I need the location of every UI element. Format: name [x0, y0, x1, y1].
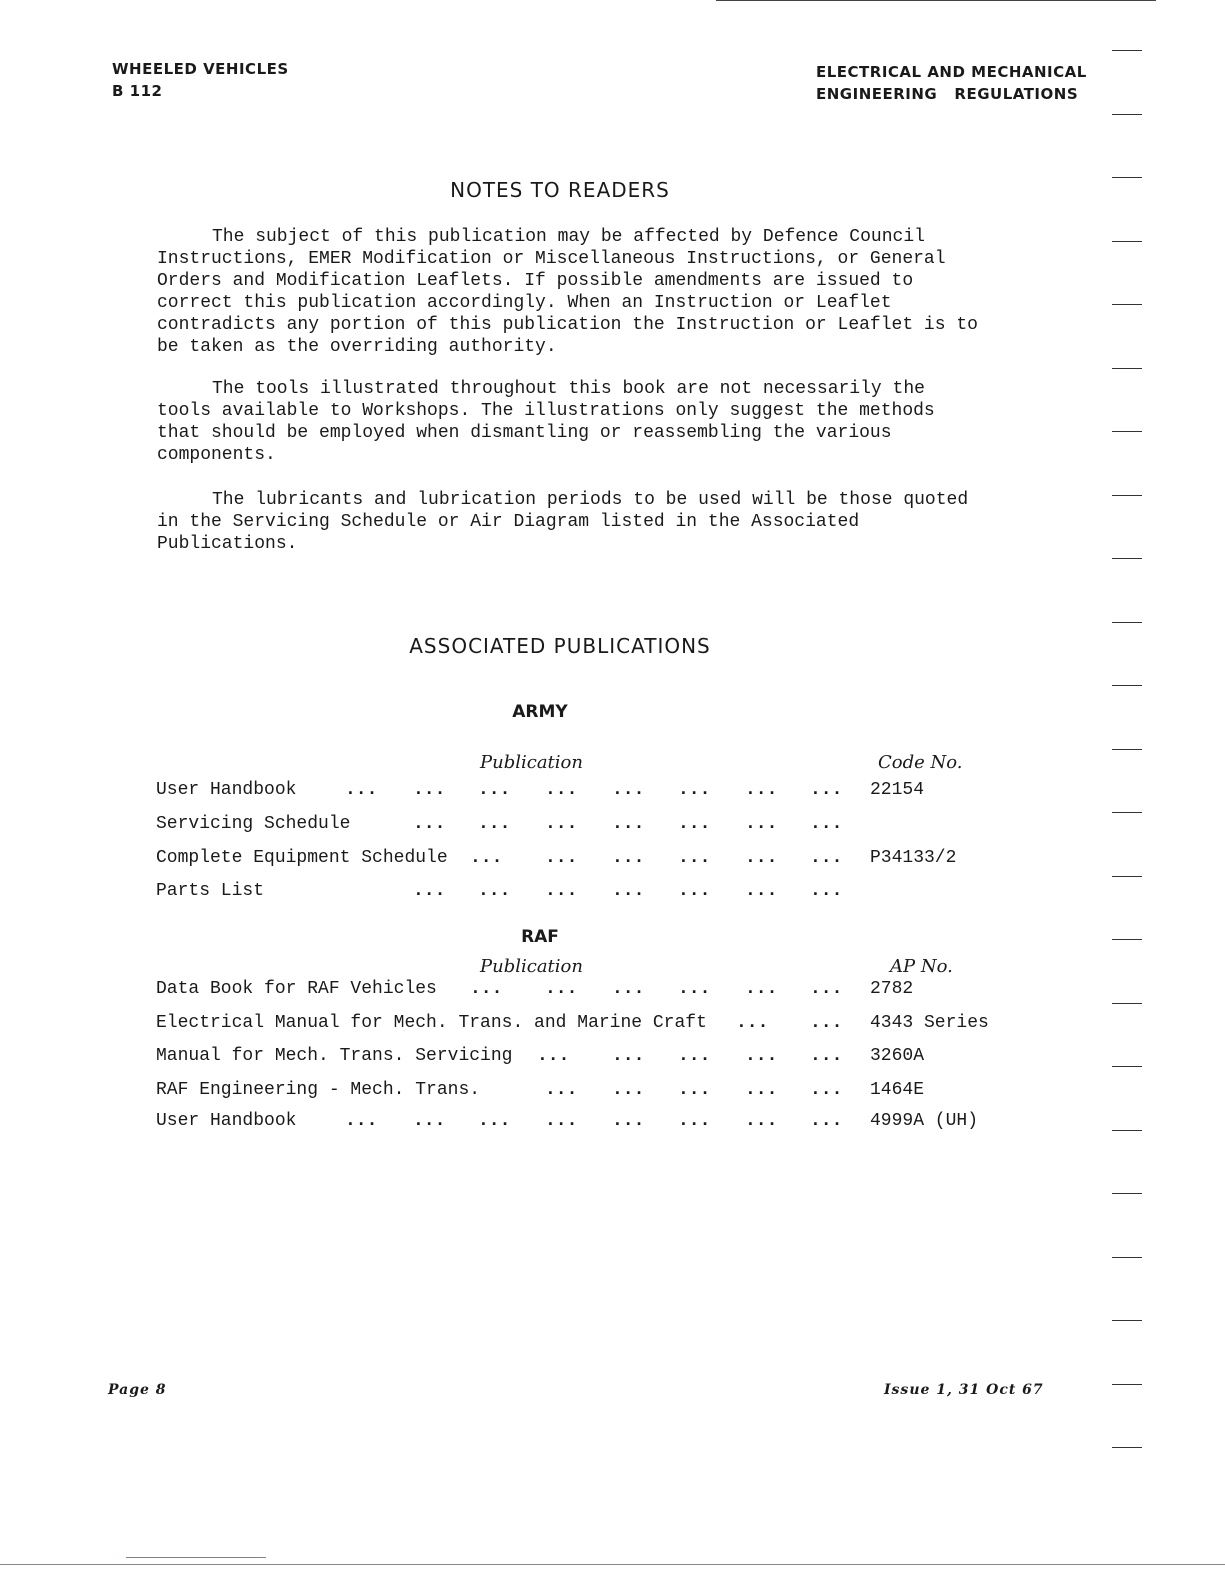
publication-code: 2782 [870, 979, 914, 999]
margin-tick [1112, 495, 1142, 496]
margin-tick [1112, 939, 1142, 940]
leader-dot-group: ... [810, 814, 843, 834]
leader-dot-group: ... [678, 1046, 711, 1066]
publication-name: RAF Engineering - Mech. Trans. [156, 1080, 481, 1100]
leader-dot-group: ... [745, 780, 778, 800]
leader-dot-group: ... [612, 848, 645, 868]
leader-dot-group: ... [470, 979, 503, 999]
publication-code: 4343 Series [870, 1013, 989, 1033]
margin-tick [1112, 50, 1142, 51]
margin-tick [1112, 1066, 1142, 1067]
leader-dot-group: ... [537, 1046, 570, 1066]
leader-dot-group: ... [810, 881, 843, 901]
leader-dot-group: ... [678, 1080, 711, 1100]
margin-tick [1112, 1447, 1142, 1448]
margin-tick [1112, 304, 1142, 305]
margin-tick [1112, 1193, 1142, 1194]
leader-dot-group: ... [612, 814, 645, 834]
publication-code: 4999A (UH) [870, 1111, 979, 1131]
top-rule [716, 0, 1156, 1]
leader-dot-group: ... [612, 780, 645, 800]
margin-tick [1112, 114, 1142, 115]
margin-tick [1112, 812, 1142, 813]
margin-tick [1112, 622, 1142, 623]
army-row [156, 846, 1006, 870]
associated-publications-title: ASSOCIATED PUBLICATIONS [409, 634, 711, 658]
publication-name: Servicing Schedule [156, 814, 351, 834]
leader-dot-group: ... [545, 780, 578, 800]
margin-tick [1112, 558, 1142, 559]
leader-dot-group: ... [745, 979, 778, 999]
margin-tick [1112, 749, 1142, 750]
leader-dot-group: ... [810, 780, 843, 800]
army-row [156, 778, 1006, 802]
army-row [156, 812, 1006, 836]
leader-dot-group: ... [678, 814, 711, 834]
leader-dot-group: ... [413, 814, 446, 834]
leader-dot-group: ... [478, 780, 511, 800]
raf-row [156, 1078, 1006, 1102]
leader-dot-group: ... [345, 1111, 378, 1131]
publication-name: Electrical Manual for Mech. Trans. and Marine Craft [156, 1013, 707, 1033]
margin-tick [1112, 876, 1142, 877]
margin-tick [1112, 177, 1142, 178]
leader-dot-group: ... [810, 1013, 843, 1033]
raf-ap-column-header: AP No. [890, 956, 953, 977]
leader-dot-group: ... [413, 1111, 446, 1131]
header-left [112, 58, 289, 102]
leader-dot-group: ... [810, 979, 843, 999]
leader-dot-group: ... [745, 881, 778, 901]
leader-dot-group: ... [810, 1080, 843, 1100]
margin-tick [1112, 685, 1142, 686]
publication-name: Data Book for RAF Vehicles [156, 979, 437, 999]
leader-dot-group: ... [413, 881, 446, 901]
leader-dot-group: ... [545, 1080, 578, 1100]
leader-dot-group: ... [678, 848, 711, 868]
leader-dot-group: ... [470, 848, 503, 868]
leader-dot-group: ... [545, 848, 578, 868]
margin-tick [1112, 368, 1142, 369]
leader-dot-group: ... [745, 848, 778, 868]
army-heading: ARMY [512, 702, 568, 722]
raf-publication-column-header: Publication [480, 956, 583, 977]
publication-code: 3260A [870, 1046, 925, 1066]
leader-dot-group: ... [612, 979, 645, 999]
leader-dot-group: ... [612, 1080, 645, 1100]
header-right [816, 61, 1087, 105]
page-number: Page 8 [108, 1382, 167, 1398]
notes-title: NOTES TO READERS [450, 178, 670, 202]
leader-dot-group: ... [745, 1080, 778, 1100]
issue-date: Issue 1, 31 Oct 67 [884, 1382, 1044, 1398]
leader-dot-group: ... [545, 1111, 578, 1131]
leader-dot-group: ... [678, 979, 711, 999]
publication-name: User Handbook [156, 1111, 297, 1131]
leader-dot-group: ... [745, 1111, 778, 1131]
bottom-rule [0, 1564, 1225, 1565]
margin-tick [1112, 1257, 1142, 1258]
army-code-column-header: Code No. [878, 752, 963, 773]
publication-name: Manual for Mech. Trans. Servicing [156, 1046, 513, 1066]
leader-dot-group: ... [612, 1111, 645, 1131]
publication-code: P34133/2 [870, 848, 957, 868]
notes-paragraph: The lubricants and lubrication periods to be used will be those quoted in the Servicing Schedule or Air Diagram listed in the Associated Publications. [157, 490, 969, 554]
leader-dot-group: ... [545, 814, 578, 834]
leader-dot-group: ... [345, 780, 378, 800]
leader-dot-group: ... [810, 1046, 843, 1066]
raf-row [156, 1109, 1006, 1133]
leader-dot-group: ... [678, 780, 711, 800]
leader-dot-group: ... [736, 1013, 769, 1033]
leader-dot-group: ... [612, 881, 645, 901]
leader-dot-group: ... [478, 1111, 511, 1131]
leader-dot-group: ... [745, 814, 778, 834]
leader-dot-group: ... [545, 881, 578, 901]
margin-tick [1112, 1003, 1142, 1004]
publication-name: Parts List [156, 881, 265, 901]
margin-tick [1112, 1384, 1142, 1385]
leader-dot-group: ... [478, 814, 511, 834]
leader-dot-group: ... [478, 881, 511, 901]
leader-dot-group: ... [612, 1046, 645, 1066]
publication-name: User Handbook [156, 780, 297, 800]
margin-tick [1112, 241, 1142, 242]
leader-dot-group: ... [810, 1111, 843, 1131]
scan-artifact-line [126, 1557, 266, 1558]
leader-dot-group: ... [678, 881, 711, 901]
raf-row [156, 1011, 1006, 1035]
notes-paragraph: The tools illustrated throughout this book are not necessarily the tools available to Workshops. The illustrations only suggest the methods that should be employed when dismantling or reassembling the various components. [157, 379, 935, 465]
header-regulations-line1: ELECTRICAL AND MECHANICAL [816, 63, 1087, 81]
margin-tick [1112, 431, 1142, 432]
leader-dot-group: ... [413, 780, 446, 800]
header-publication-number: B 112 [112, 82, 163, 100]
army-publication-column-header: Publication [480, 752, 583, 773]
leader-dot-group: ... [810, 848, 843, 868]
leader-dot-group: ... [745, 1046, 778, 1066]
raf-heading: RAF [521, 927, 559, 947]
margin-tick [1112, 1320, 1142, 1321]
notes-paragraph: The subject of this publication may be affected by Defence Council Instructions, EMER Modification or Miscellaneous Instructions, or General Orders and Modification Leaflets. If possible amendments are issued to correct this publication accordingly. When an Instruction or Leaflet contradicts any portion of this publication the Instruction or Leaflet is to be taken as the overriding authority. [157, 227, 978, 357]
header-vehicle-class: WHEELED VEHICLES [112, 60, 289, 78]
header-regulations-line2: ENGINEERING REGULATIONS [816, 85, 1079, 103]
leader-dot-group: ... [678, 1111, 711, 1131]
publication-code: 1464E [870, 1080, 925, 1100]
publication-name: Complete Equipment Schedule [156, 848, 448, 868]
raf-row [156, 977, 1006, 1001]
raf-row [156, 1044, 1006, 1068]
army-row [156, 879, 1006, 903]
leader-dot-group: ... [545, 979, 578, 999]
publication-code: 22154 [870, 780, 925, 800]
margin-tick [1112, 1130, 1142, 1131]
